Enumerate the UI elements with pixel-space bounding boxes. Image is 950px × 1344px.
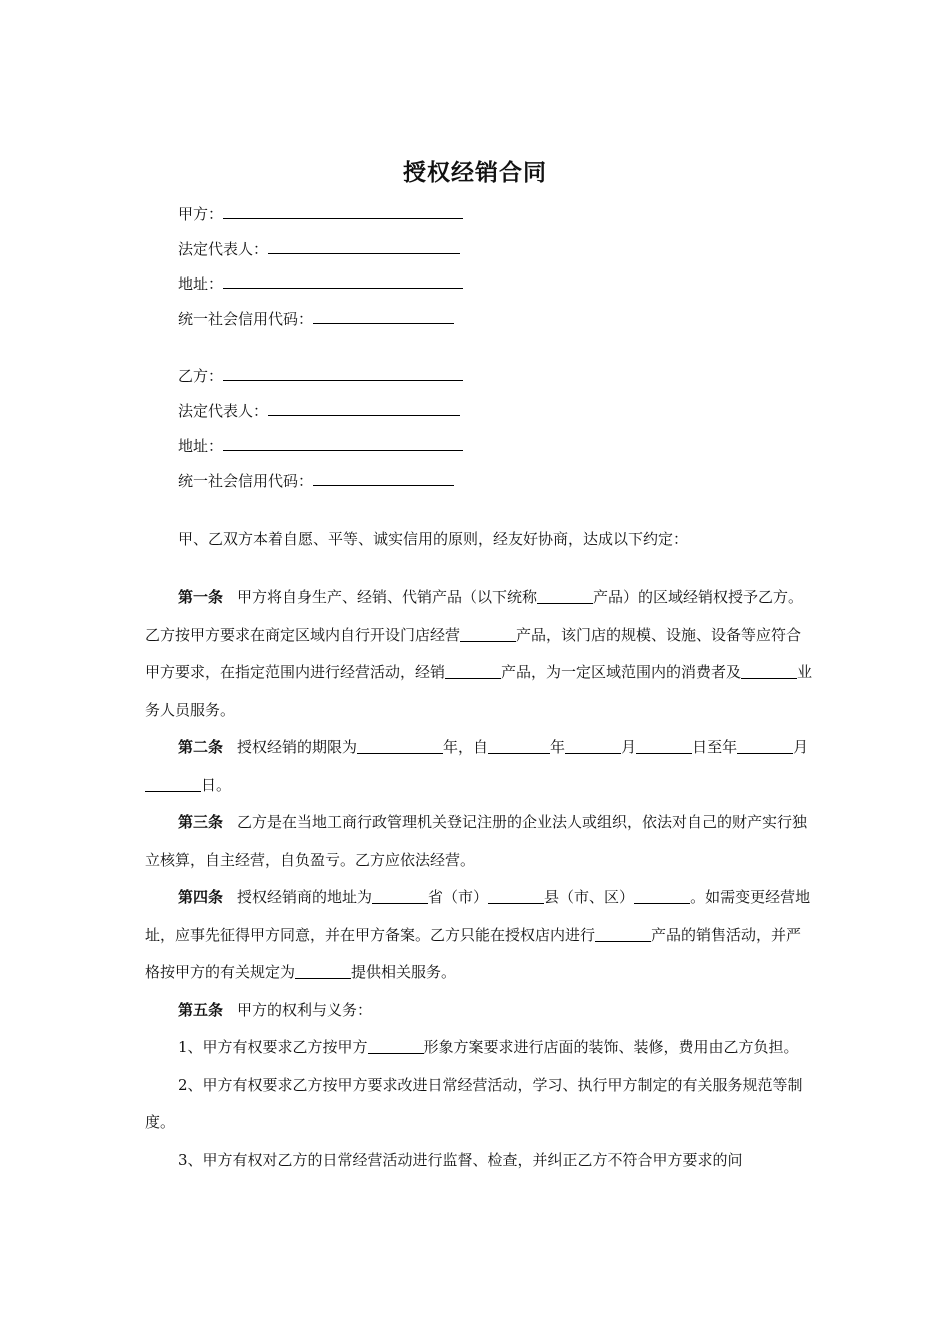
party-b-name-field[interactable] [223,366,463,381]
service-target-blank[interactable] [295,962,351,979]
article-2-text: 年，自 [443,738,489,756]
party-b-addr-field[interactable] [223,436,463,451]
party-a-credit-field[interactable] [313,309,454,324]
article-1-heading: 第一条 [178,588,224,606]
end-day-blank[interactable] [145,775,201,792]
party-b-rep-field[interactable] [268,401,460,416]
article-2-text: 年 [550,738,566,756]
article-1 [145,579,815,729]
article-3-text: 乙方是在当地工商行政管理机关登记注册的企业法人或组织，依法对自己的财产实行独立核算，自主经营，自负盈亏。乙方应依法经营。 [145,813,808,869]
distribution-product-blank[interactable] [445,662,501,679]
article-2-text: 授权经销的期限为 [237,738,358,756]
article-3-heading: 第三条 [178,813,224,831]
start-month-blank[interactable] [565,737,621,754]
article-5-text: 甲方的权利与义务： [237,1000,373,1019]
party-b-addr-label: 地址： [178,437,224,455]
article-5-item-3: 3、甲方有权对乙方的日常经营活动进行监督、检查，并纠正乙方不符合甲方要求的问 [178,1150,743,1169]
start-year-blank[interactable] [488,737,550,754]
party-a-name-field[interactable] [223,204,463,219]
article-2-text: 月 [793,738,809,756]
article-1-text: 甲方将自身生产、经销、代销产品（以下统称 [237,588,538,606]
party-b-block [178,365,463,505]
article-1-text: 产品，为一定区域范围内的消费者及 [501,663,742,681]
article-3 [145,804,815,879]
article-1-text: 产品）的区域经销权授予乙方。乙方按甲方要求在商定区域内自行开设门店经营 [145,588,804,644]
article-5 [145,992,815,1030]
article-2-text: 月 [621,738,637,756]
article-1-text: 业务人员服务。 [145,663,813,719]
party-a-credit-row [178,308,463,343]
article-4-heading: 第四条 [178,888,224,906]
party-a-block [178,203,463,343]
province-blank[interactable] [372,887,428,904]
item-1-text: 形象方案要求进行店面的装饰、装修，费用由乙方负担。 [423,1038,799,1056]
party-a-name-row [178,203,463,238]
article-2 [145,729,815,804]
article-4-text: 。如需变更经营地址，应事先征得甲方同意，并在甲方备案。乙方只能在授权店内进行 [145,888,811,944]
document-title: 授权经销合同 [403,160,547,186]
party-b-rep-label: 法定代表人： [178,402,269,420]
article-2-heading: 第二条 [178,738,224,756]
article-4-text: 产品的销售活动，并严格按甲方的有关规定为 [145,925,802,981]
article-4-text: 授权经销商的地址为 [237,888,373,906]
store-product-line-blank[interactable] [595,925,651,942]
contract-body [145,579,815,1179]
article-4 [145,879,815,992]
party-a-addr-label: 地址： [178,275,224,293]
county-blank[interactable] [488,887,544,904]
party-a-addr-row [178,273,463,308]
party-b-rep-row [178,400,463,435]
article-2-text: 日。 [201,775,232,794]
article-4-text: 提供相关服务。 [351,963,457,981]
article-4-text: 省（市） [428,888,489,906]
image-scheme-blank[interactable] [368,1037,424,1054]
party-a-credit-label: 统一社会信用代码： [178,310,314,328]
intro-paragraph: 甲、乙双方本着自愿、平等、诚实信用的原则，经友好协商，达成以下约定： [178,530,689,548]
article-5-heading: 第五条 [178,1000,224,1019]
end-month-blank[interactable] [737,737,793,754]
address-detail-blank[interactable] [634,887,690,904]
term-years-blank[interactable] [357,737,443,754]
article-2-text: 日至年 [692,738,738,756]
party-b-addr-row [178,435,463,470]
party-a-rep-label: 法定代表人： [178,240,269,258]
product-brand-blank[interactable] [537,587,593,604]
party-b-name-row [178,365,463,400]
party-b-credit-label: 统一社会信用代码： [178,472,314,490]
party-a-name-label: 甲方： [178,205,224,223]
service-personnel-blank[interactable] [741,662,797,679]
party-a-addr-field[interactable] [223,274,463,289]
article-5-item-1 [145,1029,815,1067]
item-1-text: 1、甲方有权要求乙方按甲方 [178,1038,368,1056]
start-day-blank[interactable] [636,737,692,754]
article-5-item-2: 2、甲方有权要求乙方按甲方要求改进日常经营活动，学习、执行甲方制定的有关服务规范等制度。 [145,1075,803,1131]
party-a-rep-field[interactable] [268,239,460,254]
party-a-rep-row [178,238,463,273]
party-b-credit-row [178,470,463,505]
article-1-text: 产品，该门店的规模、设施、设备等应符合甲方要求，在指定范围内进行经营活动，经销 [145,625,802,681]
article-4-text: 县（市、区） [544,888,635,906]
party-b-credit-field[interactable] [313,471,454,486]
store-product-blank[interactable] [460,625,516,642]
party-b-name-label: 乙方： [178,367,224,385]
